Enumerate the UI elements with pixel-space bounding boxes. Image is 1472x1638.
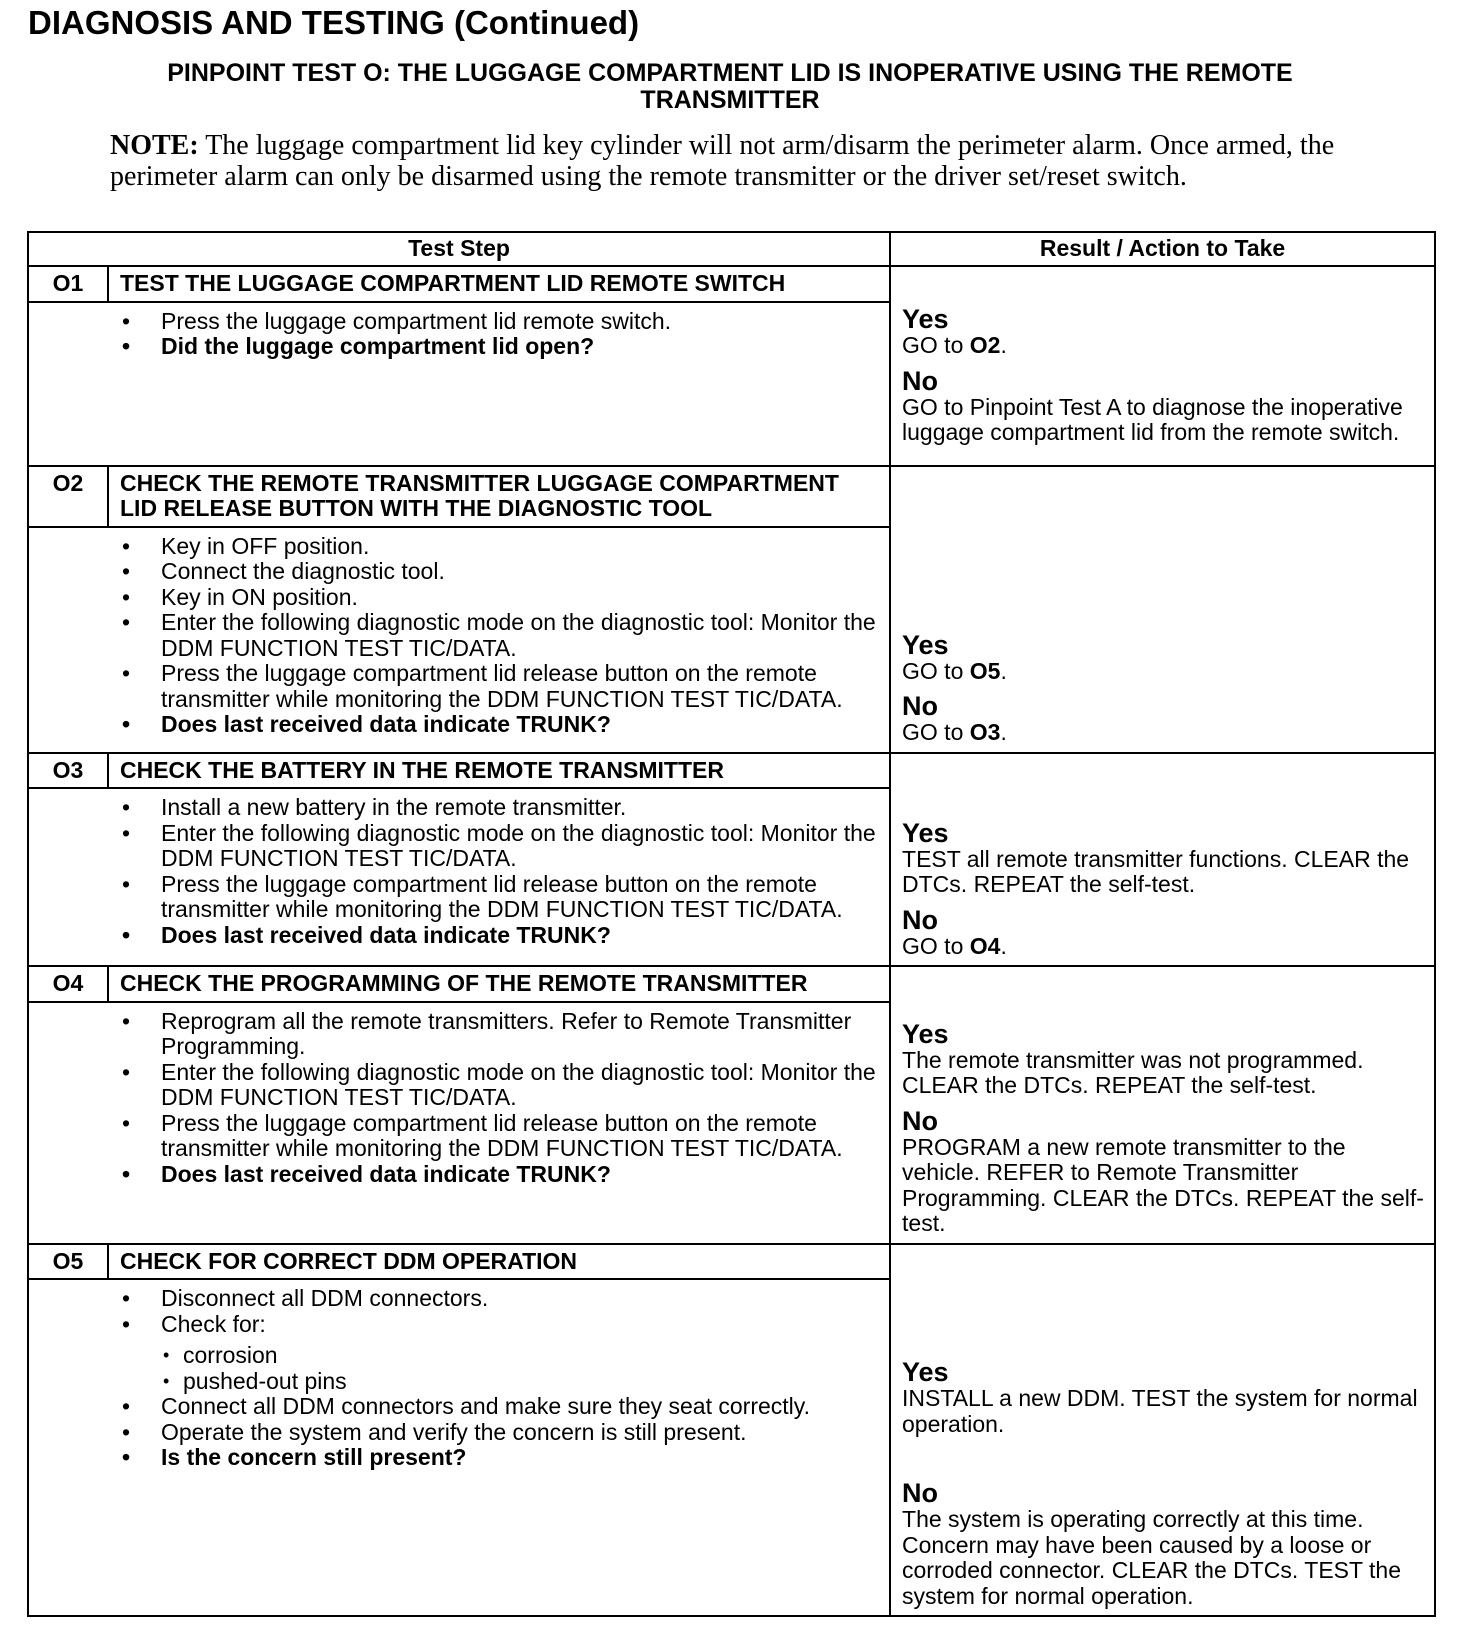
- note-paragraph: [110, 130, 1400, 192]
- step-question: • Is the concern still present?: [29, 1445, 879, 1471]
- no-action: The system is operating correctly at this time. Concern may have been caused by a loose or corroded connector. CLEAR the DTCs. TEST the system for normal operation.: [902, 1506, 1402, 1609]
- step-header-row: [28, 466, 1435, 527]
- step-item: • Enter the following diagnostic mode on the diagnostic tool: Monitor the DDM FUNCTION TEST TIC/DATA.: [29, 821, 879, 872]
- no-action: GO to Pinpoint Test A to diagnose the inoperative luggage compartment lid from the remote switch.: [902, 393, 1403, 445]
- column-header-test-step: Test Step: [28, 232, 890, 266]
- step-header-row: [28, 266, 1435, 302]
- step-header-row: [28, 966, 1435, 1002]
- note-text: The luggage compartment lid key cylinder will not arm/disarm the perimeter alarm. Once armed, the perimeter alarm can only be disarmed using the remote transmitter or the driver set/reset switch.: [110, 130, 1335, 192]
- step-item: • Connect the diagnostic tool.: [29, 559, 879, 585]
- note-label: NOTE:: [110, 130, 199, 161]
- step-number: O3: [28, 753, 108, 789]
- step-item: • Install a new battery in the remote transmitter.: [29, 795, 879, 821]
- step-number: O4: [28, 966, 108, 1002]
- step-item: • Press the luggage compartment lid remote switch.: [29, 309, 879, 335]
- step-item: • Press the luggage compartment lid release button on the remote transmitter while monitoring the DDM FUNCTION TEST TIC/DATA.: [29, 872, 879, 923]
- step-item: • Reprogram all the remote transmitters. Refer to Remote Transmitter Programming.: [29, 1009, 879, 1060]
- step-title: CHECK FOR CORRECT DDM OPERATION: [108, 1244, 890, 1280]
- step-number: O1: [28, 266, 108, 302]
- step-item: • Enter the following diagnostic mode on the diagnostic tool: Monitor the DDM FUNCTION TEST TIC/DATA.: [29, 1060, 879, 1111]
- step-instructions: [28, 788, 890, 966]
- step-title: CHECK THE BATTERY IN THE REMOTE TRANSMITTER: [108, 753, 890, 789]
- step-item: • Check for: • corrosion • pushed-out pins: [29, 1312, 879, 1395]
- step-result: [890, 753, 1435, 967]
- step-item: • Enter the following diagnostic mode on the diagnostic tool: Monitor the DDM FUNCTION TEST TIC/DATA.: [29, 610, 879, 661]
- page-title: DIAGNOSIS AND TESTING (Continued): [28, 4, 640, 41]
- yes-label: Yes: [902, 1357, 949, 1387]
- yes-label: Yes: [902, 1018, 949, 1049]
- yes-label: Yes: [902, 817, 949, 848]
- step-item: • Connect all DDM connectors and make sure they seat correctly.: [29, 1394, 879, 1420]
- no-label: No: [902, 365, 939, 396]
- step-result: [890, 466, 1435, 753]
- step-question: • Does last received data indicate TRUNK?: [29, 1162, 879, 1188]
- column-header-result: Result / Action to Take: [890, 232, 1435, 266]
- step-number: O2: [28, 466, 108, 527]
- yes-action: TEST all remote transmitter functions. CLEAR the DTCs. REPEAT the self-test.: [902, 845, 1410, 897]
- no-action: GO to O4.: [902, 932, 1007, 959]
- yes-label: Yes: [902, 629, 949, 660]
- step-result: [890, 966, 1435, 1244]
- step-link: O4: [969, 932, 1001, 959]
- step-item: • Disconnect all DDM connectors.: [29, 1286, 879, 1312]
- step-result: [890, 1244, 1435, 1617]
- step-header-row: [28, 1244, 1435, 1280]
- yes-action: GO to O2.: [902, 332, 1007, 358]
- no-label: No: [902, 1105, 939, 1136]
- step-question: • Does last received data indicate TRUNK?: [29, 712, 879, 738]
- step-instructions: [28, 527, 890, 753]
- check-list: [161, 1343, 879, 1394]
- no-label: No: [902, 691, 939, 721]
- no-action: PROGRAM a new remote transmitter to the vehicle. REFER to Remote Transmitter Programming. CLEAR the DTCs. REPEAT the self-test.: [902, 1133, 1424, 1236]
- pinpoint-test-title: PINPOINT TEST O: THE LUGGAGE COMPARTMENT LID IS INOPERATIVE USING THE REMOTE TRANSMITTER: [167, 59, 1293, 114]
- step-question: • Did the luggage compartment lid open?: [29, 334, 879, 360]
- step-link: O2: [969, 332, 1001, 358]
- yes-action: GO to O5.: [902, 657, 1007, 684]
- check-list-item: • corrosion: [161, 1343, 879, 1369]
- step-item: • Press the luggage compartment lid release button on the remote transmitter while monitoring the DDM FUNCTION TEST TIC/DATA.: [29, 661, 879, 712]
- step-result: [890, 266, 1435, 466]
- step-instructions: [28, 1279, 890, 1616]
- step-item: • Press the luggage compartment lid release button on the remote transmitter while monitoring the DDM FUNCTION TEST TIC/DATA.: [29, 1111, 879, 1162]
- yes-action: The remote transmitter was not programmed. CLEAR the DTCs. REPEAT the self-test.: [902, 1046, 1364, 1098]
- step-instructions: [28, 1002, 890, 1244]
- no-action: GO to O3.: [902, 719, 1007, 745]
- no-label: No: [902, 1478, 939, 1508]
- no-label: No: [902, 904, 939, 935]
- step-item: • Operate the system and verify the concern is still present.: [29, 1420, 879, 1446]
- pinpoint-test-table: [27, 231, 1436, 1617]
- step-item: • Key in ON position.: [29, 585, 879, 611]
- step-link: O5: [969, 657, 1001, 684]
- step-number: O5: [28, 1244, 108, 1280]
- step-header-row: [28, 753, 1435, 789]
- step-item: • Key in OFF position.: [29, 534, 879, 560]
- yes-label: Yes: [902, 304, 949, 334]
- step-title: TEST THE LUGGAGE COMPARTMENT LID REMOTE SWITCH: [108, 266, 890, 302]
- step-title: CHECK THE REMOTE TRANSMITTER LUGGAGE COMPARTMENT LID RELEASE BUTTON WITH THE DIAGNOSTIC TOOL: [108, 466, 890, 527]
- step-question: • Does last received data indicate TRUNK?: [29, 923, 879, 949]
- yes-action: INSTALL a new DDM. TEST the system for normal operation.: [902, 1385, 1418, 1437]
- check-list-item: • pushed-out pins: [161, 1369, 879, 1395]
- step-instructions: [28, 302, 890, 466]
- step-link: O3: [969, 719, 1001, 745]
- step-title: CHECK THE PROGRAMMING OF THE REMOTE TRANSMITTER: [108, 966, 890, 1002]
